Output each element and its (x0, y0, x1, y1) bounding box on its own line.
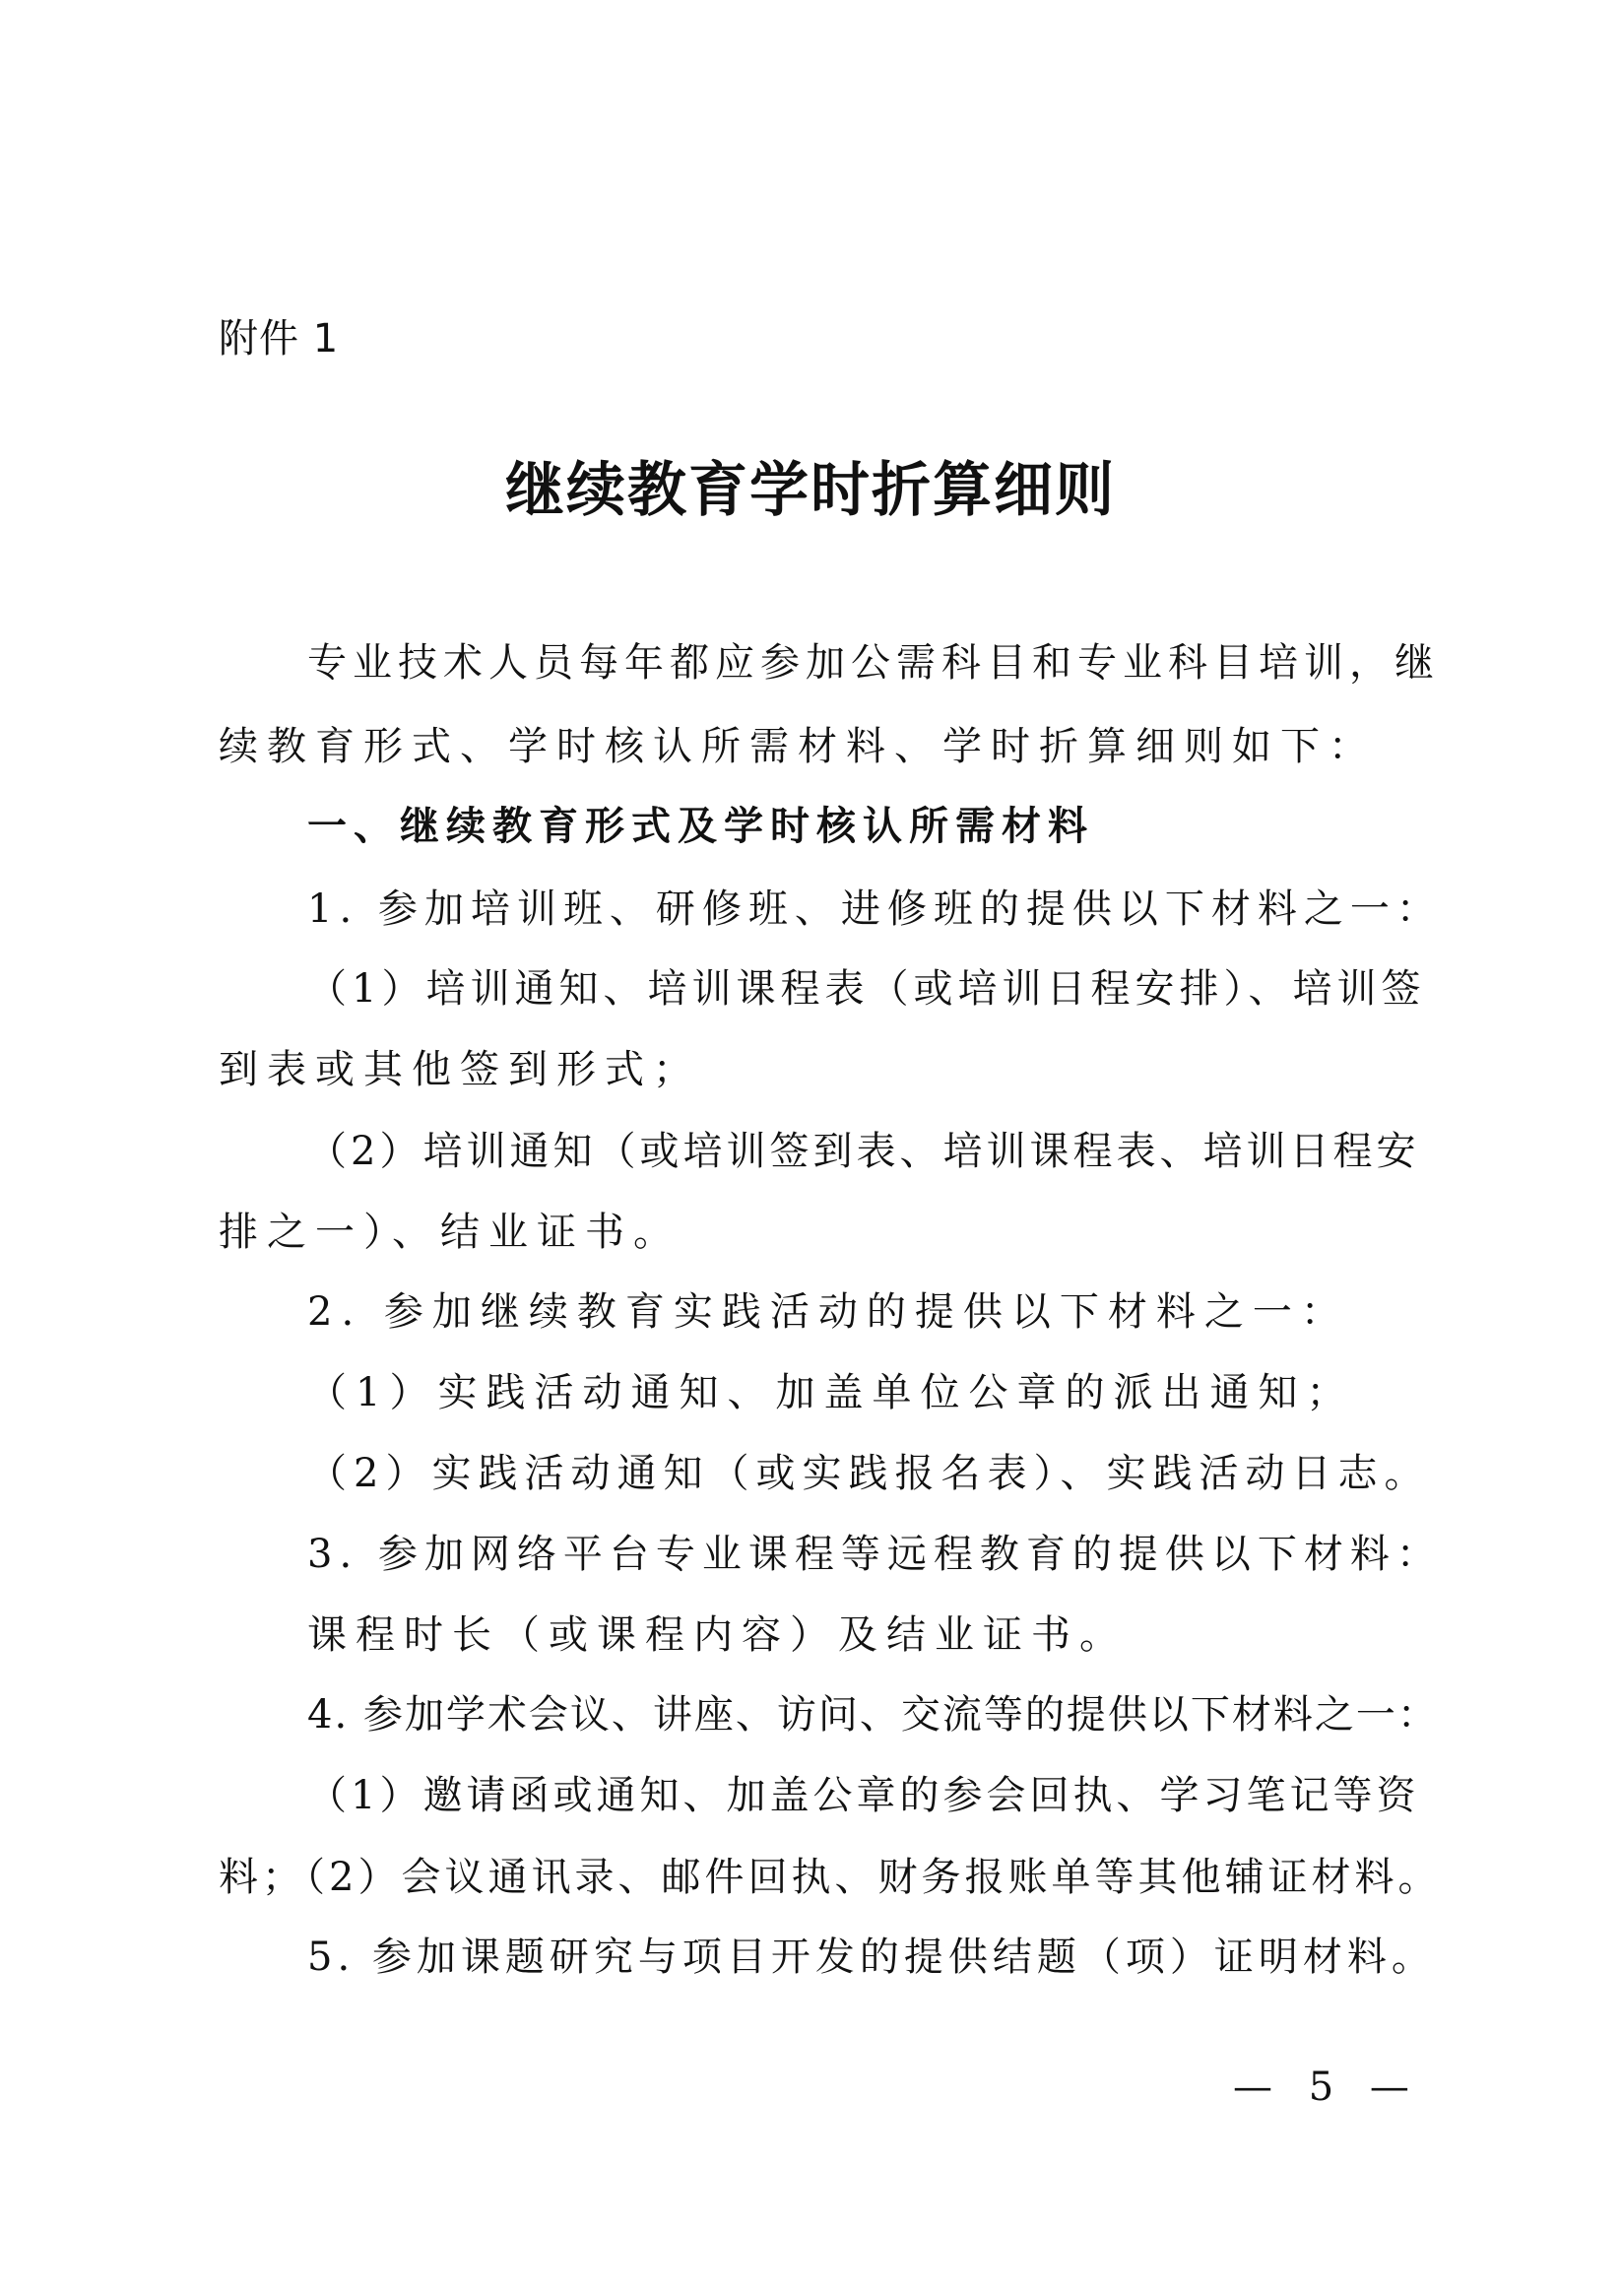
paragraph-line: 到表或其他签到形式； (219, 1047, 701, 1092)
paragraph-line: 1. 参加培训班、研修班、进修班的提供以下材料之一： (307, 886, 1443, 932)
paragraph-line: （2）培训通知（或培训签到表、培训课程表、培训日程安 (307, 1129, 1420, 1174)
paragraph-line: （1）培训通知、培训课程表（或培训日程安排）、培训签 (307, 966, 1426, 1012)
paragraph-line: 专业技术人员每年都应参加公需科目和专业科目培训，继 (307, 640, 1440, 686)
paragraph-line: 排之一）、结业证书。 (219, 1210, 681, 1255)
paragraph-line: 2. 参加继续教育实践活动的提供以下材料之一： (307, 1289, 1349, 1335)
paragraph-line: （2）实践活动通知（或实践报名表）、实践活动日志。 (307, 1451, 1431, 1496)
paragraph-line: （1）邀请函或通知、加盖公章的参会回执、学习笔记等资 (307, 1773, 1420, 1818)
paragraph-line: 续教育形式、学时核认所需材料、学时折算细则如下： (219, 724, 1377, 769)
document-title: 继续教育学时折算细则 (505, 456, 1116, 525)
paragraph-line: 4. 参加学术会议、讲座、访问、交流等的提供以下材料之一： (307, 1692, 1439, 1738)
section-heading: 一、继续教育形式及学时核认所需材料 (307, 804, 1094, 849)
attachment-label: 附件 1 (219, 316, 340, 361)
paragraph-line: 料；（2）会议通讯录、邮件回执、财务报账单等其他辅证材料。 (219, 1855, 1442, 1900)
page-number: — 5 — (1233, 2065, 1421, 2110)
paragraph-line: 课程时长（或课程内容）及结业证书。 (307, 1612, 1128, 1658)
paragraph-line: 5. 参加课题研究与项目开发的提供结题（项）证明材料。 (307, 1935, 1436, 1980)
paragraph-line: （1）实践活动通知、加盖单位公章的派出通知； (307, 1370, 1355, 1415)
paragraph-line: 3. 参加网络平台专业课程等远程教育的提供以下材料： (307, 1532, 1443, 1577)
